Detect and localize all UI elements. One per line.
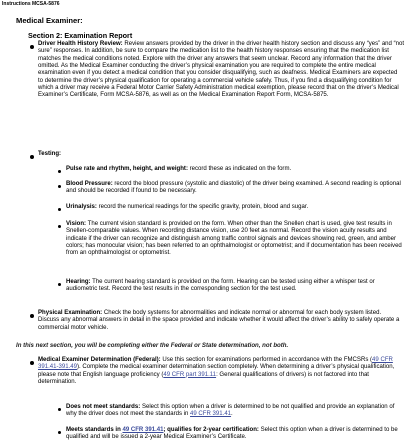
cfr-391-41-link[interactable]: 49 CFR 391.41 (190, 411, 232, 418)
testing-item-hearing: Hearing: The current hearing standard is provided on the form. Hearing can be tested using either a whisper test or audiometric test. Record the test results in the corresponding section for the test used. (66, 279, 375, 293)
instructions-header: Instructions MCSA-5876 (2, 1, 60, 7)
driver-history-title: Driver Health History Review: (38, 41, 123, 47)
bullet-icon (30, 361, 34, 365)
testing-item-urinalysis: Urinalysis: record the numerical readings for the specific gravity, protein, blood and sugar. (66, 204, 309, 210)
meets-standards-item: Meets standards in 49 CFR 391.41; qualifies for 2-year certification: Select this option when a driver is determined to be qualified and will be issued a 2-year Medical Examiner’s Certificate. (66, 427, 398, 441)
bullet-icon (58, 408, 61, 411)
bullet-icon (58, 185, 61, 188)
cfr-part-391-11-link[interactable]: 49 CFR part 391.11 (163, 371, 217, 378)
bullet-icon (58, 283, 61, 286)
bullet-icon (58, 208, 61, 211)
section-2-title: Section 2: Examination Report (28, 31, 133, 40)
testing-item-vision: Vision: The current vision standard is provided on the form. When other than the Snellen chart is used, give test results in Snellen-comparable values. When recording distance vision, use 20 feet as normal. Record the vision acuity results and indicate if the driver can recognize and distinguish among traffic control signals and devices showing red, green, and amber colors; has monocular vision; has been referred to an ophthalmologist or optometrist; and if documentation has been received from an ophthalmologist or optometrist. (66, 221, 402, 257)
bullet-icon (58, 170, 61, 173)
physical-exam-paragraph: Physical Examination: Check the body systems for abnormalities and indicate normal or abnormal for each body system listed. Discuss any abnormal answers in detail in the space provided and indicate whether it would affect the driver’s ability to safely operate a commercial motor vehicle. (38, 310, 400, 331)
next-section-note: In this next section, you will be completing either the Federal or State determination, not both. (16, 342, 289, 349)
cfr-391-41-link[interactable]: 49 CFR 391.41 (122, 427, 164, 433)
testing-title: Testing: (38, 151, 62, 157)
cfr-391-41-49-link[interactable]: 49 CFR 391.41-391.49 (38, 357, 393, 371)
driver-history-text: Review answers provided by the driver in the driver health history section and discuss any “yes” and “not sure” responses. In addition, be sure to compare the medication list to the health history responses ensuring that the medication list matches the medical conditions noted. Explore with the driver any answers that seem unclear. Record any information that the driver omitted. As the Medical Examiner conducting the driver’s physical examination you are required to complete the entire medical examination even if you detect a medical condition that you consider disqualifying, such as deafness. Medical Examiners are expected to determine the driver’s physical qualification for operating a commercial vehicle safely. Thus, if you find a disqualifying condition for which a driver may receive a Federal Motor Carrier Safety Administration medical exemption, please record that on the driver’s Medical Examiner’s Certificate, Form MCSA-5876, as well as on the Medical Examination Report Form, MCSA-5875. (38, 41, 405, 99)
bullet-icon (30, 45, 34, 49)
bullet-icon (58, 431, 61, 434)
medical-examiner-heading: Medical Examiner: (16, 16, 83, 25)
testing-item-pulse: Pulse rate and rhythm, height, and weight: record these as indicated on the form. (66, 166, 292, 172)
driver-history-paragraph (38, 41, 404, 100)
determination-paragraph: Medical Examiner Determination (Federal): Use this section for examinations performed in accordance with the FMCSRs (49 CFR 391.41-391.49). Complete the medical examiner determination section completely. When determining a driver’s physical qualification, please note that English language proficiency (49 CFR part 391.11: General qualifications of drivers) is not factored into that determination. (38, 357, 395, 386)
does-not-meet-item: Does not meet standards: Select this option when a driver is determined to be not qualified and provide an explanation of why the driver does not meet the standards in 49 CFR 391.41. (66, 404, 395, 418)
bullet-icon (58, 225, 61, 228)
bullet-icon (30, 155, 34, 159)
testing-item-blood-pressure: Blood Pressure: record the blood pressure (systolic and diastolic) of the driver being examined. A second reading is optional and should be recorded if found to be necessary. (66, 181, 401, 195)
bullet-icon (30, 314, 34, 318)
